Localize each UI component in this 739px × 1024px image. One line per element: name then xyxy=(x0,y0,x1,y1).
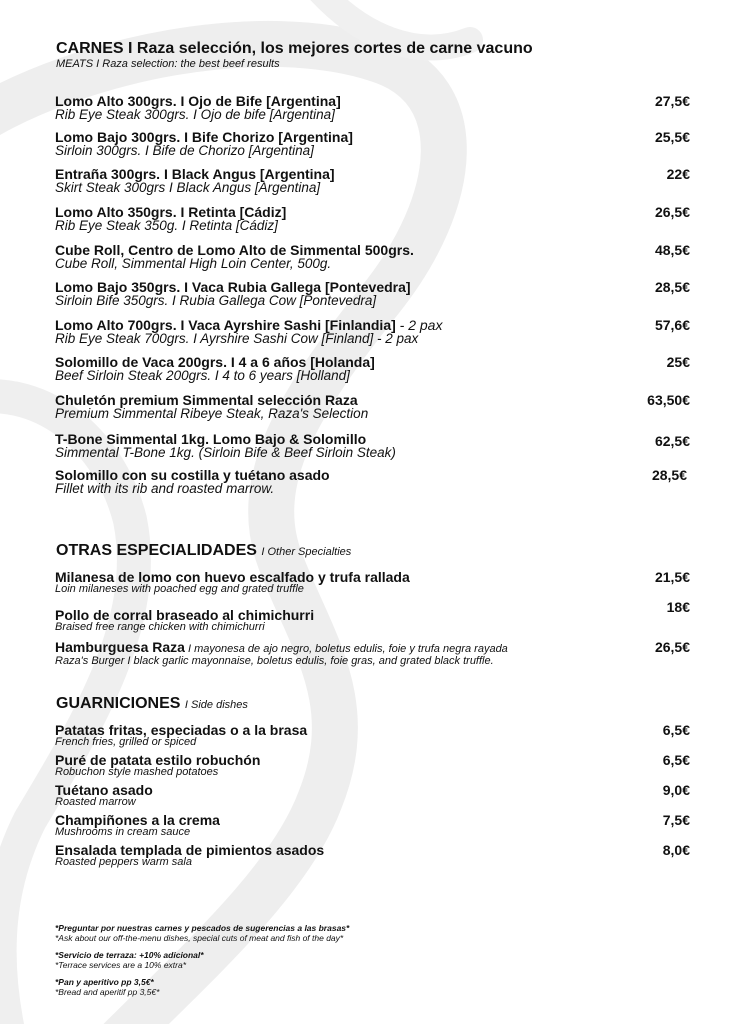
item-desc: Roasted peppers warm sala xyxy=(55,856,192,868)
menu-item xyxy=(55,393,690,420)
item-name: Champiñones a la crema xyxy=(55,812,220,828)
item-desc: French fries, grilled or spiced xyxy=(55,736,197,748)
item-name: Lomo Alto 350grs. I Retinta [Cádiz] xyxy=(55,204,287,220)
item-price: 26,5€ xyxy=(654,639,690,655)
item-name: Lomo Bajo 350grs. I Vaca Rubia Gallega [Pontevedra] xyxy=(55,279,411,295)
menu-item xyxy=(55,280,690,307)
item-name-extra: - 2 pax xyxy=(395,317,443,333)
menu-item xyxy=(55,94,690,121)
guarniciones-title xyxy=(56,695,248,714)
item-desc: Beef Sirloin Steak 200grs. I 4 to 6 years [Holland] xyxy=(55,368,350,383)
item-price: 62,5€ xyxy=(654,433,690,449)
item-name-main: Lomo Alto 700grs. I Vaca Ayrshire Sashi [Finlandia] xyxy=(55,317,396,333)
item-price: 63,50€ xyxy=(647,392,690,408)
item-name: Lomo Alto 300grs. I Ojo de Bife [Argentina] xyxy=(55,93,341,109)
menu-item xyxy=(55,640,690,667)
menu-item xyxy=(55,130,690,157)
menu-item xyxy=(55,723,690,748)
item-name: Solomillo con su costilla y tuétano asado xyxy=(55,467,330,483)
note xyxy=(55,951,349,970)
item-price: 27,5€ xyxy=(654,93,690,109)
item-name: Puré de patata estilo robuchón xyxy=(55,752,261,768)
guarniciones-subtitle: I Side dishes xyxy=(184,699,248,711)
item-desc: Loin milaneses with poached egg and grated truffle xyxy=(55,583,304,595)
otras-title-text: OTRAS ESPECIALIDADES xyxy=(56,542,257,559)
item-name: T-Bone Simmental 1kg. Lomo Bajo & Solomillo xyxy=(55,431,367,447)
note-en: *Terrace services are a 10% extra* xyxy=(55,959,187,970)
item-name: Lomo Bajo 300grs. I Bife Chorizo [Argentina] xyxy=(55,129,353,145)
note xyxy=(55,924,349,943)
menu-item xyxy=(55,167,690,194)
item-desc: Braised free range chicken with chimichurri xyxy=(55,621,265,633)
menu-item xyxy=(55,355,690,382)
item-price: 28,5€ xyxy=(654,279,690,295)
item-price: 48,5€ xyxy=(654,242,690,258)
item-price: 6,5€ xyxy=(662,752,690,768)
note-en: *Bread and aperitif pp 3,5€* xyxy=(55,986,160,997)
item-price: 22€ xyxy=(666,166,690,182)
item-desc: Rib Eye Steak 300grs. I Ojo de bife [Argentina] xyxy=(55,107,335,122)
item-desc: Mushrooms in cream sauce xyxy=(55,826,191,838)
item-desc: Sirloin Bife 350grs. I Rubia Gallega Cow [Pontevedra] xyxy=(55,293,377,308)
item-price: 7,5€ xyxy=(662,812,690,828)
otras-title xyxy=(56,542,351,561)
item-name-main: Hamburguesa Raza xyxy=(55,639,185,655)
item-desc: Robuchon style mashed potatoes xyxy=(55,766,219,778)
menu-item xyxy=(55,783,690,808)
item-name: Milanesa de lomo con huevo escalfado y trufa rallada xyxy=(55,569,410,585)
item-name xyxy=(55,640,690,656)
item-name: Chuletón premium Simmental selección Raza xyxy=(55,392,358,408)
item-name: Tuétano asado xyxy=(55,782,153,798)
item-price: 6,5€ xyxy=(662,722,690,738)
item-price: 8,0€ xyxy=(662,842,690,858)
item-price: 26,5€ xyxy=(654,204,690,220)
item-desc: Sirloin 300grs. I Bife de Chorizo [Argentina] xyxy=(55,143,314,158)
note-es: *Pan y aperitivo pp 3,5€* xyxy=(55,977,154,987)
item-name xyxy=(55,318,690,332)
item-name: Solomillo de Vaca 200grs. I 4 a 6 años [Holanda] xyxy=(55,354,375,370)
carnes-subtitle: MEATS I Raza selection: the best beef results xyxy=(56,58,280,70)
menu-item xyxy=(55,318,690,345)
note xyxy=(55,978,349,997)
menu-item xyxy=(55,813,690,838)
item-name: Ensalada templada de pimientos asados xyxy=(55,842,325,858)
menu-item xyxy=(55,753,690,778)
item-price: 57,6€ xyxy=(654,317,690,333)
item-desc: Rib Eye Steak 350g. I Retinta [Cádiz] xyxy=(55,218,278,233)
note-en: *Ask about our off-the-menu dishes, special cuts of meat and fish of the day* xyxy=(55,932,344,943)
menu-item xyxy=(55,432,690,459)
item-price: 18€ xyxy=(666,599,690,615)
item-price: 28,5€ xyxy=(651,467,687,483)
menu-item xyxy=(55,570,690,595)
item-price: 9,0€ xyxy=(662,782,690,798)
note-es: *Preguntar por nuestras carnes y pescados de sugerencias a las brasas* xyxy=(55,923,350,933)
note-es: *Servicio de terraza: +10% adicional* xyxy=(55,950,204,960)
item-name-extra: I mayonesa de ajo negro, boletus edulis, foie y trufa negra rayada xyxy=(184,643,508,655)
item-desc: Fillet with its rib and roasted marrow. xyxy=(55,481,275,496)
carnes-title: CARNES I Raza selección, los mejores cortes de carne vacuno xyxy=(56,40,533,57)
menu-item xyxy=(55,205,690,232)
item-desc: Premium Simmental Ribeye Steak, Raza's Selection xyxy=(55,406,369,421)
item-name: Cube Roll, Centro de Lomo Alto de Simmental 500grs. xyxy=(55,242,414,258)
item-desc: Cube Roll, Simmental High Loin Center, 500g. xyxy=(55,256,332,271)
item-price: 25€ xyxy=(666,354,690,370)
menu-item xyxy=(55,843,690,868)
footer-notes xyxy=(55,924,349,1005)
menu-item xyxy=(55,243,690,270)
item-desc: Simmental T-Bone 1kg. (Sirloin Bife & Beef Sirloin Steak) xyxy=(55,445,396,460)
item-name: Entraña 300grs. I Black Angus [Argentina] xyxy=(55,166,335,182)
item-desc: Raza's Burger I black garlic mayonnaise, boletus edulis, foie gras, and grated black truffle. xyxy=(55,655,494,667)
menu-item xyxy=(55,599,690,633)
item-desc: Roasted marrow xyxy=(55,796,136,808)
item-desc: Skirt Steak 300grs I Black Angus [Argentina] xyxy=(55,180,321,195)
item-price: 21,5€ xyxy=(654,569,690,585)
item-desc: Rib Eye Steak 700grs. I Ayrshire Sashi Cow [Finland] - 2 pax xyxy=(55,331,419,346)
guarniciones-title-text: GUARNICIONES xyxy=(56,695,181,712)
item-name: Pollo de corral braseado al chimichurri xyxy=(55,607,315,623)
item-price: 25,5€ xyxy=(654,129,690,145)
item-name: Patatas fritas, especiadas o a la brasa xyxy=(55,722,308,738)
menu-item xyxy=(55,468,690,495)
otras-subtitle: I Other Specialties xyxy=(261,546,352,558)
